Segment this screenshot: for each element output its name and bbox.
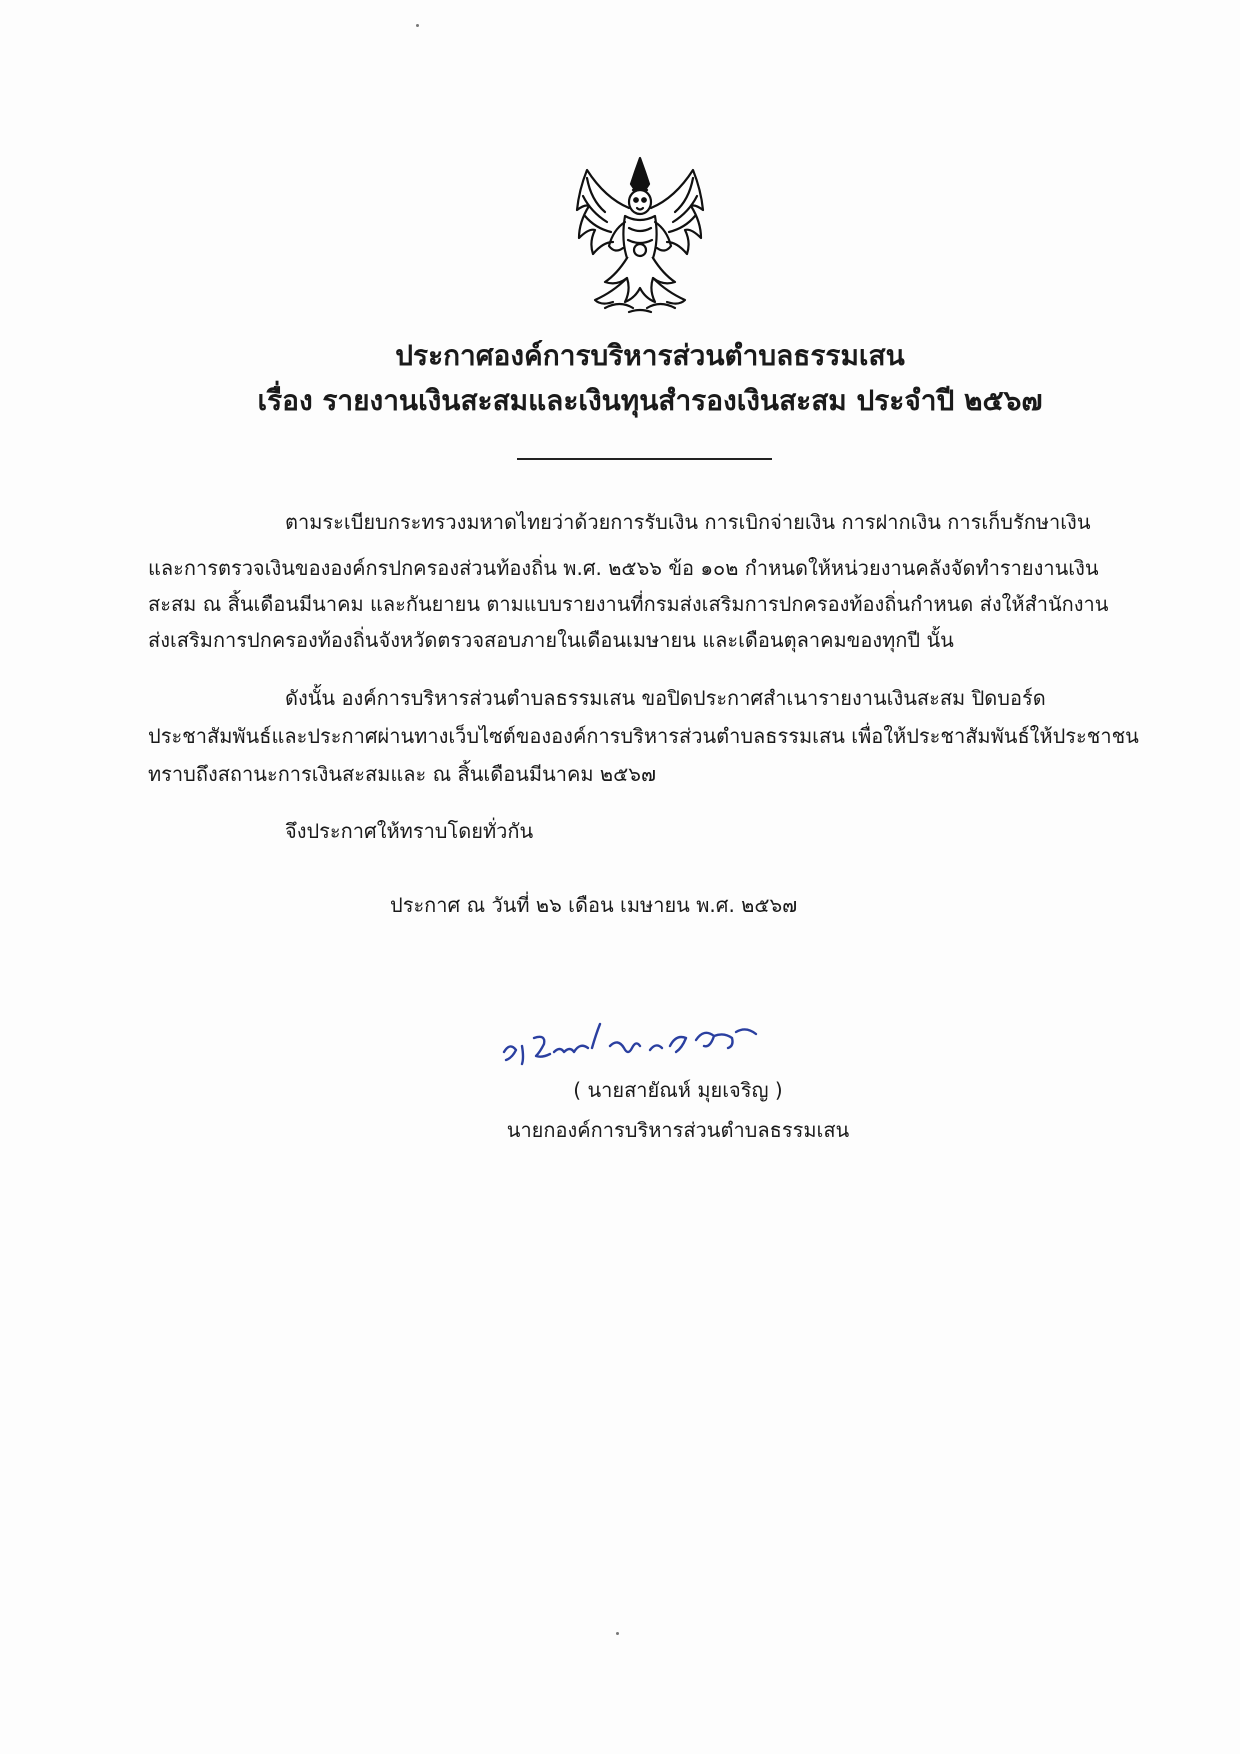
document-title: ประกาศองค์การบริหารส่วนตำบลธรรมเสน (395, 339, 905, 372)
announcement-date: ประกาศ ณ วันที่ ๒๖ เดือน เมษายน พ.ศ. ๒๕๖๗ (390, 893, 798, 917)
paragraph-1-line-4: ส่งเสริมการปกครองท้องถิ่นจังหวัดตรวจสอบภายในเดือนเมษายน และเดือนตุลาคมของทุกปี นั้น (148, 628, 954, 652)
paragraph-2-line-2: ประชาสัมพันธ์และประกาศผ่านทางเว็บไซต์ขององค์การบริหารส่วนตำบลธรรมเสน เพื่อให้ประชาสัมพันธ์ให้ประชาชน (148, 724, 1139, 748)
scan-speck (616, 1632, 619, 1635)
garuda-emblem-icon (565, 150, 715, 320)
document-subject: เรื่อง รายงานเงินสะสมและเงินทุนสำรองเงินสะสม ประจำปี ๒๕๖๗ (257, 384, 1043, 417)
signer-title: นายกองค์การบริหารส่วนตำบลธรรมเสน (506, 1118, 850, 1142)
paragraph-1-line-2: และการตรวจเงินขององค์กรปกครองส่วนท้องถิ่น พ.ศ. ๒๕๖๖ ข้อ ๑๐๒ กำหนดให้หน่วยงานคลังจัดทำรายงานเงิน (148, 556, 1099, 580)
paragraph-2-line-1: ดังนั้น องค์การบริหารส่วนตำบลธรรมเสน ขอปิดประกาศสำเนารายงานเงินสะสม ปิดบอร์ด (285, 686, 1046, 710)
paragraph-1-line-3: สะสม ณ สิ้นเดือนมีนาคม และกันยายน ตามแบบรายงานที่กรมส่งเสริมการปกครองท้องถิ่นกำหนด ส่งให้สำนักงาน (148, 592, 1109, 616)
handwritten-signature (500, 1012, 800, 1082)
paragraph-1-line-1: ตามระเบียบกระทรวงมหาดไทยว่าด้วยการรับเงิน การเบิกจ่ายเงิน การฝากเงิน การเก็บรักษาเงิน (285, 510, 1091, 534)
closing-statement: จึงประกาศให้ทราบโดยทั่วกัน (285, 819, 534, 843)
paragraph-2-line-3: ทราบถึงสถานะการเงินสะสมและ ณ สิ้นเดือนมีนาคม ๒๕๖๗ (148, 762, 656, 786)
scan-speck (416, 24, 419, 27)
title-divider (517, 458, 772, 460)
signer-name: ( นายสายัณห์ มุยเจริญ ) (573, 1078, 783, 1102)
